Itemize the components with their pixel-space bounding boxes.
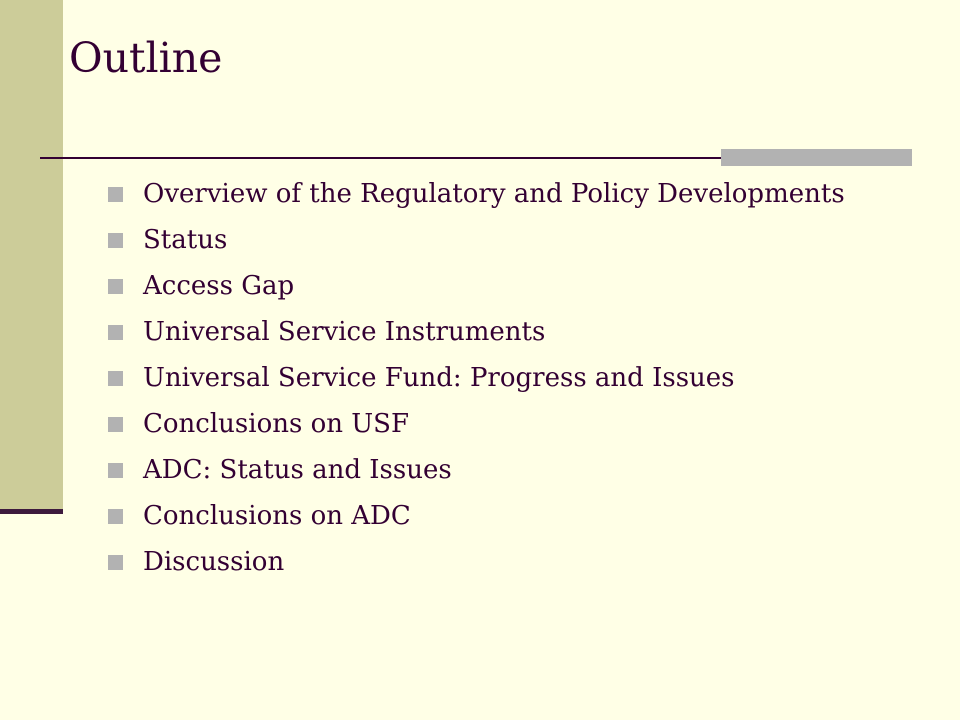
- bullet-text: Conclusions on USF: [143, 409, 410, 439]
- slide-title: Outline: [69, 34, 223, 82]
- bullet-text: Conclusions on ADC: [143, 501, 411, 531]
- outline-bullet-list: [108, 171, 845, 585]
- square-bullet-icon: [108, 371, 123, 386]
- bullet-item: [108, 263, 845, 309]
- bullet-text: ADC: Status and Issues: [143, 455, 452, 485]
- bullet-item: [108, 217, 845, 263]
- bullet-item: [108, 171, 845, 217]
- bullet-text: Universal Service Instruments: [143, 317, 546, 347]
- square-bullet-icon: [108, 187, 123, 202]
- bullet-text: Universal Service Fund: Progress and Issues: [143, 363, 735, 393]
- bullet-item: [108, 539, 845, 585]
- square-bullet-icon: [108, 417, 123, 432]
- square-bullet-icon: [108, 555, 123, 570]
- square-bullet-icon: [108, 325, 123, 340]
- bullet-item: [108, 401, 845, 447]
- bullet-text: Status: [143, 225, 228, 255]
- square-bullet-icon: [108, 279, 123, 294]
- bullet-item: [108, 493, 845, 539]
- bullet-text: Overview of the Regulatory and Policy Developments: [143, 179, 845, 209]
- square-bullet-icon: [108, 233, 123, 248]
- left-decorative-bar: [0, 0, 63, 510]
- bullet-item: [108, 309, 845, 355]
- title-divider-accent: [721, 149, 912, 166]
- bullet-text: Access Gap: [143, 271, 295, 301]
- square-bullet-icon: [108, 463, 123, 478]
- bullet-text: Discussion: [143, 547, 285, 577]
- square-bullet-icon: [108, 509, 123, 524]
- bullet-item: [108, 447, 845, 493]
- left-bar-accent-line: [0, 509, 63, 514]
- bullet-item: [108, 355, 845, 401]
